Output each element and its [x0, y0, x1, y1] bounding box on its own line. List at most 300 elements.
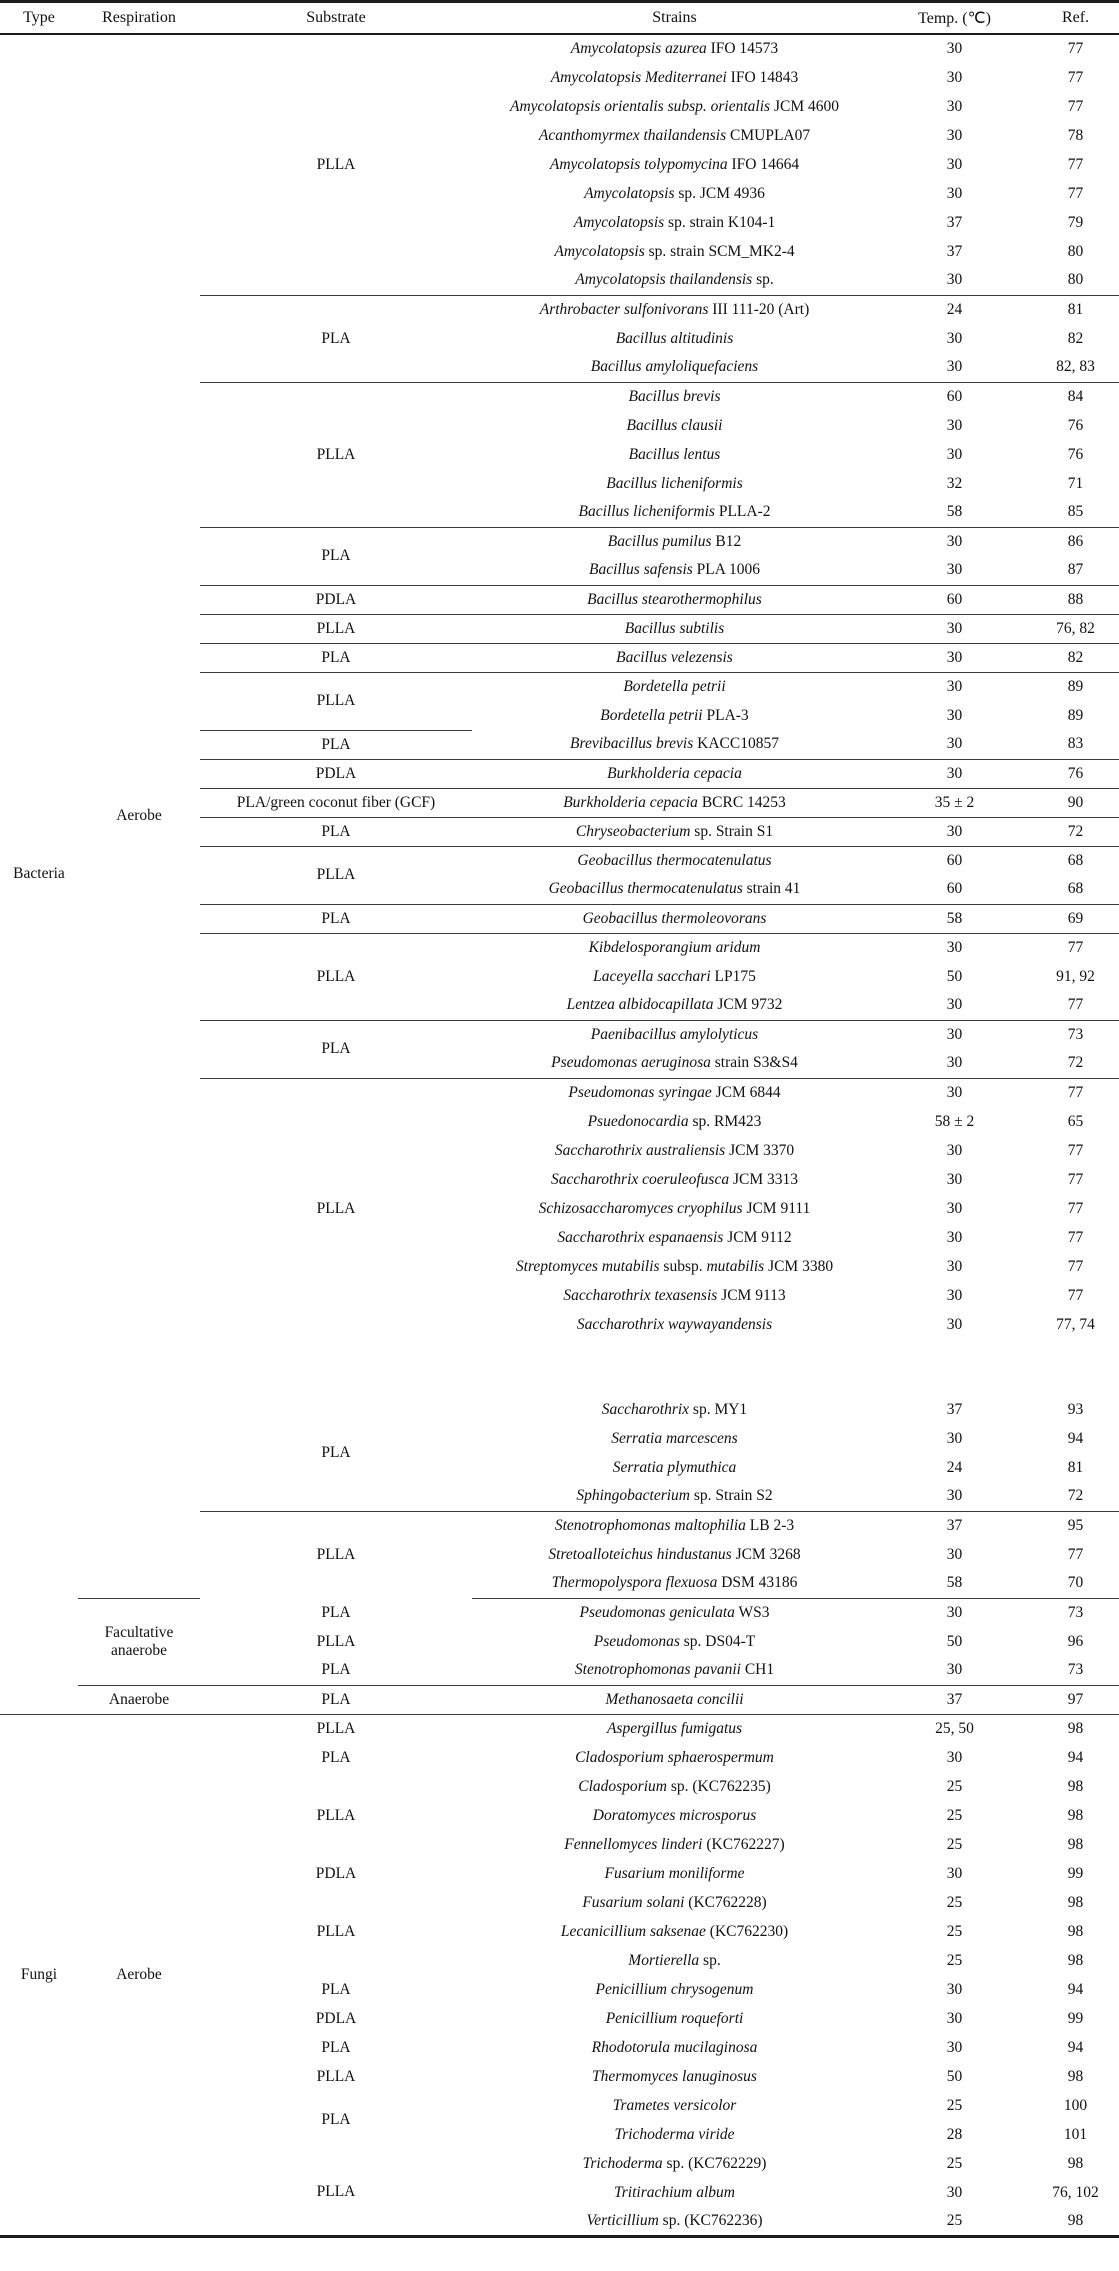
strain-name-italic: Bacillus pumilus: [607, 532, 712, 550]
table-row: [0, 1714, 1119, 1743]
temp-cell: 30: [877, 1656, 1032, 1685]
temp-cell: 58: [877, 1569, 1032, 1598]
strain-cell: [472, 2120, 877, 2149]
temp-cell: 30: [877, 759, 1032, 788]
respiration-cell: Aerobe: [116, 1965, 162, 1983]
temp-cell: 30: [946, 1199, 963, 1217]
strain-cell: [472, 179, 877, 208]
respiration-cell: Anaerobe: [78, 1685, 200, 1714]
substrate-cell: PLLA: [316, 1632, 356, 1650]
strain-cell: [472, 1281, 877, 1310]
strain-cell: [472, 150, 877, 179]
strain-name-italic: Thermomyces lanuginosus: [592, 2067, 757, 2085]
temp-cell: 60: [877, 875, 1032, 904]
ref-cell: 79: [1067, 213, 1084, 231]
temp-cell: 25: [946, 1806, 963, 1824]
ref-cell: 77: [1067, 155, 1084, 173]
substrate-cell: PLA: [200, 1020, 472, 1078]
temp-cell: 24: [946, 300, 963, 318]
temp-cell: 50: [946, 967, 963, 985]
strain-name-italic: Rhodotorula mucilaginosa: [591, 2038, 758, 2056]
header-row: [0, 2, 1119, 35]
strain-id: JCM 3268: [735, 1545, 801, 1563]
type-cell: Bacteria: [0, 34, 78, 1714]
strain-name-italic: Bacillus clausii: [626, 416, 723, 434]
temp-cell: 50: [946, 1632, 963, 1650]
strain-name-italic: Lentzea albidocapillata: [566, 996, 714, 1014]
substrate-cell: PDLA: [200, 585, 472, 614]
strain-cell: [472, 1540, 877, 1569]
strain-name-italic: Paenibacillus amylolyticus: [590, 1025, 759, 1043]
strain-name-italic: Penicillium chrysogenum: [595, 1980, 754, 1998]
strain-name-italic: Trametes versicolor: [612, 2096, 737, 2114]
strain-id: JCM 3370: [729, 1141, 795, 1159]
table-body: [0, 34, 1119, 2236]
strain-id: sp.: [756, 271, 774, 289]
ref-cell: 94: [1067, 1748, 1084, 1766]
strain-name-italic: Saccharothrix espanaensis: [557, 1228, 724, 1246]
temp-cell: 30: [946, 184, 963, 202]
strain-name-italic: Bacillus safensis: [589, 561, 693, 579]
ref-cell: 77: [1067, 1141, 1084, 1159]
substrate-cell: PLLA: [316, 1199, 356, 1217]
strain-cell: [472, 1714, 877, 1743]
strain-id: subsp.: [663, 1257, 703, 1275]
strain-id: PLLA-2: [718, 503, 771, 521]
temp-cell: 30: [946, 97, 963, 115]
substrate-cell: PLLA: [316, 2182, 356, 2200]
temp-cell: 25: [946, 1893, 963, 1911]
strain-name-italic: Burkholderia cepacia: [607, 764, 742, 782]
table-row: [0, 34, 1119, 63]
strain-cell: [472, 2091, 877, 2120]
strain-id: JCM 3380: [768, 1257, 834, 1275]
strain-id: CH1: [744, 1661, 775, 1679]
strain-id: sp.: [703, 1951, 721, 1969]
strain-name-italic: Saccharothrix coeruleofusca: [551, 1170, 730, 1188]
strain-cell: [472, 1252, 877, 1281]
strain-cell: [472, 2178, 877, 2207]
temp-cell: 30: [946, 532, 963, 550]
ref-cell: 94: [1067, 1429, 1084, 1447]
temp-cell: 30: [946, 126, 963, 144]
strain-cell: [472, 1078, 877, 1107]
substrate-cell: PLLA: [200, 382, 472, 527]
strain-cell: [472, 2033, 877, 2062]
temp-cell: 37: [946, 213, 963, 231]
temp-cell: 25: [946, 2211, 963, 2229]
temp-cell: 35 ± 2: [877, 788, 1032, 817]
strain-cell: [472, 1743, 877, 1772]
strain-name-italic: Chryseobacterium: [575, 822, 691, 840]
strain-id: sp. (KC762236): [662, 2211, 763, 2229]
ref-cell: 98: [1067, 2211, 1084, 2229]
col-header-temp: Temp. (℃): [877, 2, 1032, 35]
strain-name-italic: Bacillus amyloliquefaciens: [590, 358, 759, 376]
substrate-cell: PLLA: [200, 34, 472, 295]
substrate-cell: PDLA: [315, 1864, 357, 1882]
strain-name-italic: Bacillus stearothermophilus: [587, 590, 762, 608]
strain-cell: [472, 1917, 877, 1946]
strain-name-italic: Pseudomonas aeruginosa: [551, 1054, 711, 1072]
ref-cell: 99: [1067, 2009, 1084, 2027]
strain-cell: [472, 440, 877, 469]
strain-id: JCM 4600: [773, 97, 839, 115]
temp-cell: 30: [946, 677, 963, 695]
temp-cell: 25: [946, 2154, 963, 2172]
strain-name-italic: Aspergillus fumigatus: [606, 1719, 743, 1737]
strain-name-italic: Streptomyces mutabilis: [515, 1257, 660, 1275]
ref-cell: 84: [1067, 387, 1084, 405]
strain-id: JCM 9113: [721, 1286, 786, 1304]
strain-name-italic: Saccharothrix: [601, 1400, 690, 1418]
strain-cell: [472, 2207, 877, 2236]
strain-name-italic: Stenotrophomonas pavanii: [574, 1661, 741, 1679]
strain-cell: [472, 962, 877, 991]
ref-cell: 91, 92: [1056, 967, 1095, 985]
strain-id: strain S3&S4: [714, 1054, 798, 1072]
strain-id: strain 41: [746, 880, 801, 898]
substrate-cell: PLLA: [200, 614, 472, 643]
spacer-cell: [200, 1339, 1119, 1395]
ref-cell: 65: [1067, 1112, 1084, 1130]
temp-cell: 30: [946, 2038, 963, 2056]
strain-cell: [472, 2062, 877, 2091]
strain-id: sp. MY1: [692, 1400, 748, 1418]
strain-name-italic: Lecanicillium saksenae: [560, 1922, 706, 1940]
strain-name-italic: Bacillus subtilis: [624, 619, 725, 637]
substrate-cell: PLA: [200, 1685, 472, 1714]
strain-id: JCM 6844: [715, 1083, 781, 1101]
strain-id: DSM 43186: [721, 1574, 798, 1592]
strain-cell: [472, 1020, 877, 1049]
strain-name-italic: Bacillus altitudinis: [615, 329, 734, 347]
temp-cell: 25: [946, 1777, 963, 1795]
temp-cell: 37: [877, 1685, 1032, 1714]
ref-cell: 73: [1067, 1025, 1084, 1043]
temp-cell: 37: [946, 242, 963, 260]
temp-cell: 30: [946, 40, 963, 57]
strain-cell: [472, 643, 877, 672]
strain-cell: [472, 1975, 877, 2004]
strain-cell: [472, 1859, 877, 1888]
col-header-strains: Strains: [472, 2, 877, 35]
strain-name-italic: Bacillus licheniformis: [606, 474, 743, 492]
temp-cell: 30: [946, 1025, 963, 1043]
strain-cell: [472, 1136, 877, 1165]
strain-name-italic: Amycolatopsis azurea: [570, 40, 707, 57]
strain-name-italic: Trichoderma viride: [614, 2125, 735, 2143]
temp-cell: 28: [946, 2125, 963, 2143]
strain-cell: [472, 614, 877, 643]
ref-cell: 95: [1067, 1516, 1084, 1534]
temp-cell: 25: [946, 2096, 963, 2114]
strain-name-italic: Tritirachium album: [613, 2183, 735, 2201]
strain-name-italic: Sphingobacterium: [576, 1487, 690, 1505]
ref-cell: 72: [1032, 817, 1119, 846]
strain-name-italic: Trichoderma: [582, 2154, 663, 2172]
strain-cell: [472, 1310, 877, 1339]
col-header-type: Type: [0, 2, 78, 35]
temp-cell: 37: [946, 1516, 963, 1534]
temp-cell: 30: [946, 1545, 963, 1563]
ref-cell: 94: [1067, 1980, 1084, 1998]
ref-cell: 77: [1067, 1286, 1084, 1304]
temp-cell: 30: [877, 353, 1032, 382]
temp-cell: 30: [946, 2183, 963, 2201]
strain-cell: [472, 1830, 877, 1859]
temp-cell: 30: [946, 1429, 963, 1447]
temp-cell: 58 ± 2: [934, 1112, 975, 1130]
ref-cell: 69: [1032, 904, 1119, 933]
ref-cell: 90: [1032, 788, 1119, 817]
temp-cell: 30: [946, 1228, 963, 1246]
col-header-ref: Ref.: [1032, 2, 1119, 35]
strain-cell: [472, 1569, 877, 1598]
type-cell: Fungi: [20, 1965, 58, 1983]
temp-cell: 25: [946, 1922, 963, 1940]
strain-id: sp. RM423: [692, 1112, 762, 1130]
strain-name-italic: Schizosaccharomyces cryophilus: [538, 1199, 743, 1217]
strain-cell: [472, 2149, 877, 2178]
ref-cell: 87: [1032, 556, 1119, 585]
ref-cell: 76: [1067, 445, 1084, 463]
col-header-respiration: Respiration: [78, 2, 200, 35]
ref-cell: 86: [1067, 532, 1084, 550]
ref-cell: 98: [1067, 1806, 1084, 1824]
ref-cell: 77: [1067, 184, 1084, 202]
substrate-cell: PLA: [200, 643, 472, 672]
ref-cell: 82: [1067, 329, 1084, 347]
strain-id: JCM 9112: [727, 1228, 792, 1246]
strain-name-italic: Psuedonocardia: [587, 1112, 689, 1130]
substrate-cell: PLA: [321, 2038, 351, 2056]
substrate-cell: PLA: [200, 1656, 472, 1685]
temp-cell: 25: [946, 1835, 963, 1853]
substrate-cell: PDLA: [200, 759, 472, 788]
substrate-cell: PLLA: [200, 672, 472, 730]
strain-name-italic: Cladosporium sphaerospermum: [575, 1748, 774, 1766]
strain-id: JCM 9111: [746, 1199, 811, 1217]
strain-id: IFO 14573: [710, 40, 779, 57]
ref-cell: 97: [1032, 1685, 1119, 1714]
strain-id: sp. strain K104-1: [668, 213, 776, 231]
strain-name-italic: Serratia plymuthica: [612, 1458, 737, 1476]
strain-name-italic: Bordetella petrii: [623, 677, 726, 695]
strain-id: IFO 14664: [731, 155, 800, 173]
ref-cell: 81: [1067, 300, 1084, 318]
strain-cell: [472, 904, 877, 933]
strain-name-italic: Saccharothrix australiensis: [554, 1141, 726, 1159]
strain-cell: [472, 1165, 877, 1194]
ref-cell: 77: [1067, 40, 1084, 57]
temp-cell: 30: [946, 938, 963, 956]
temp-cell: 30: [946, 68, 963, 86]
temp-cell: 30: [946, 155, 963, 173]
substrate-cell: PLA: [200, 730, 472, 759]
strain-name-italic: Amycolatopsis thailandensis: [575, 271, 753, 289]
substrate-cell: PLLA: [200, 846, 472, 904]
temp-cell: 30: [946, 445, 963, 463]
col-header-substrate: Substrate: [200, 2, 472, 35]
strain-cell: [472, 1107, 877, 1136]
table-row: [0, 1685, 1119, 1714]
strain-cell: [472, 382, 877, 411]
temp-cell: 24: [946, 1458, 963, 1476]
ref-cell: 72: [1032, 1049, 1119, 1078]
temp-cell: 30: [877, 643, 1032, 672]
temp-cell: 30: [946, 1141, 963, 1159]
ref-cell: 77: [1067, 938, 1084, 956]
strain-id: (KC762230): [709, 1922, 789, 1940]
strain-name-italic: Amycolatopsis Mediterranei: [550, 68, 727, 86]
temp-cell: 25, 50: [935, 1719, 974, 1737]
strain-id: WS3: [738, 1603, 770, 1621]
strain-cell: [472, 875, 877, 904]
temp-cell: 30: [877, 817, 1032, 846]
strain-cell: [472, 846, 877, 875]
strain-name-italic: Serratia marcescens: [611, 1429, 738, 1447]
strain-id: CMUPLA07: [730, 126, 811, 144]
strain-cell: [472, 991, 877, 1020]
ref-cell: 100: [1063, 2096, 1088, 2114]
ref-cell: 94: [1067, 2038, 1084, 2056]
strain-cell: [472, 759, 877, 788]
strain-id: sp. JCM 4936: [678, 184, 765, 202]
strain-name-italic: Arthrobacter sulfonivorans: [539, 300, 709, 318]
ref-cell: 98: [1067, 1951, 1084, 1969]
ref-cell: 77: [1067, 68, 1084, 86]
substrate-cell: PLA/green coconut fiber (GCF): [200, 788, 472, 817]
strain-cell: [472, 1482, 877, 1511]
strain-name-italic: Verticillium: [586, 2211, 659, 2229]
ref-cell: 81: [1067, 1458, 1084, 1476]
ref-cell: 82: [1032, 643, 1119, 672]
strain-cell: [472, 411, 877, 440]
temp-cell: 60: [946, 387, 963, 405]
strain-id: LP175: [714, 967, 756, 985]
strain-cell: [472, 34, 877, 63]
ref-cell: 96: [1067, 1632, 1084, 1650]
ref-cell: 77: [1067, 1228, 1084, 1246]
temp-cell: 30: [946, 1083, 963, 1101]
ref-cell: 76, 102: [1052, 2183, 1099, 2201]
strain-cell: [472, 1424, 877, 1453]
ref-cell: 85: [1032, 498, 1119, 527]
ref-cell: 77: [1032, 991, 1119, 1020]
ref-cell: 99: [1067, 1864, 1084, 1882]
strain-cell: [472, 672, 877, 701]
strain-cell: [472, 121, 877, 150]
strain-cell: [472, 92, 877, 121]
temp-cell: 30: [946, 1980, 963, 1998]
strain-cell: [472, 1801, 877, 1830]
strain-cell: [472, 324, 877, 353]
strain-name-italic: Pseudomonas syringae: [568, 1083, 712, 1101]
strain-cell: [472, 1656, 877, 1685]
strain-cell: [472, 1888, 877, 1917]
strain-name-italic: mutabilis: [706, 1257, 765, 1275]
strain-name-italic: Burkholderia cepacia: [563, 793, 698, 811]
strain-name-italic: Amycolatopsis: [573, 213, 665, 231]
temp-cell: 30: [877, 1482, 1032, 1511]
respiration-cell: Facultative anaerobe: [78, 1598, 200, 1685]
strain-cell: [472, 469, 877, 498]
strain-cell: [472, 63, 877, 92]
temp-cell: 30: [877, 266, 1032, 295]
strain-cell: [472, 353, 877, 382]
strain-name-italic: Fennellomyces linderi: [564, 1835, 703, 1853]
ref-cell: 82, 83: [1032, 353, 1119, 382]
strain-id: (KC762228): [688, 1893, 767, 1911]
ref-cell: 71: [1067, 474, 1084, 492]
strain-id: sp. strain SCM_MK2-4: [648, 242, 795, 260]
strain-cell: [472, 266, 877, 295]
ref-cell: 77: [1067, 97, 1084, 115]
strain-id: LB 2-3: [749, 1516, 795, 1534]
temp-cell: 30: [946, 329, 963, 347]
strain-cell: [472, 1598, 877, 1627]
temp-cell: 30: [946, 416, 963, 434]
ref-cell: 98: [1067, 2154, 1084, 2172]
ref-cell: 101: [1063, 2125, 1088, 2143]
substrate-cell: PLA: [200, 295, 472, 382]
strain-name-italic: Stretoalloteichus hindustanus: [548, 1545, 732, 1563]
strain-name-italic: Amycolatopsis orientalis subsp. orientalis: [510, 97, 771, 115]
ref-cell: 88: [1032, 585, 1119, 614]
strain-cell: [472, 1194, 877, 1223]
strain-id: IFO 14843: [730, 68, 799, 86]
strain-cell: [472, 556, 877, 585]
strain-cell: [472, 933, 877, 962]
ref-cell: 80: [1032, 266, 1119, 295]
strain-id: B12: [715, 532, 742, 550]
substrate-cell: PDLA: [315, 2009, 357, 2027]
ref-cell: 73: [1032, 1656, 1119, 1685]
strain-cell: [472, 788, 877, 817]
ref-cell: 68: [1067, 851, 1084, 869]
ref-cell: 98: [1067, 2067, 1084, 2085]
ref-cell: 98: [1067, 1922, 1084, 1940]
substrate-cell: PLA: [200, 904, 472, 933]
strain-name-italic: Stenotrophomonas maltophilia: [554, 1516, 746, 1534]
ref-cell: 93: [1067, 1400, 1084, 1418]
strain-id: sp. (KC762235): [670, 1777, 771, 1795]
strain-name-italic: Pseudomonas geniculata: [579, 1603, 735, 1621]
temp-cell: 30: [946, 706, 963, 724]
strain-id: (KC762227): [706, 1835, 785, 1853]
table-row: [0, 1598, 1119, 1627]
temp-cell: 30: [946, 1748, 963, 1766]
temp-cell: 30: [946, 1257, 963, 1275]
strain-id: BCRC 14253: [701, 793, 786, 811]
strain-cell: [472, 1395, 877, 1424]
temp-cell: 30: [946, 1603, 963, 1621]
substrate-cell: PLA: [321, 1603, 351, 1621]
strain-name-italic: Amycolatopsis tolypomycina: [549, 155, 728, 173]
strain-cell: [472, 2004, 877, 2033]
strain-id: PLA-3: [706, 706, 749, 724]
substrate-cell: PLA: [321, 1748, 351, 1766]
ref-cell: 78: [1067, 126, 1084, 144]
strain-id: sp. Strain S2: [693, 1487, 773, 1505]
ref-cell: 72: [1032, 1482, 1119, 1511]
strain-name-italic: Penicillium roqueforti: [605, 2009, 744, 2027]
ref-cell: 98: [1067, 1777, 1084, 1795]
ref-cell: 76, 82: [1032, 614, 1119, 643]
strain-name-italic: Saccharothrix waywayandensis: [576, 1315, 773, 1333]
strain-cell: [472, 1049, 877, 1078]
